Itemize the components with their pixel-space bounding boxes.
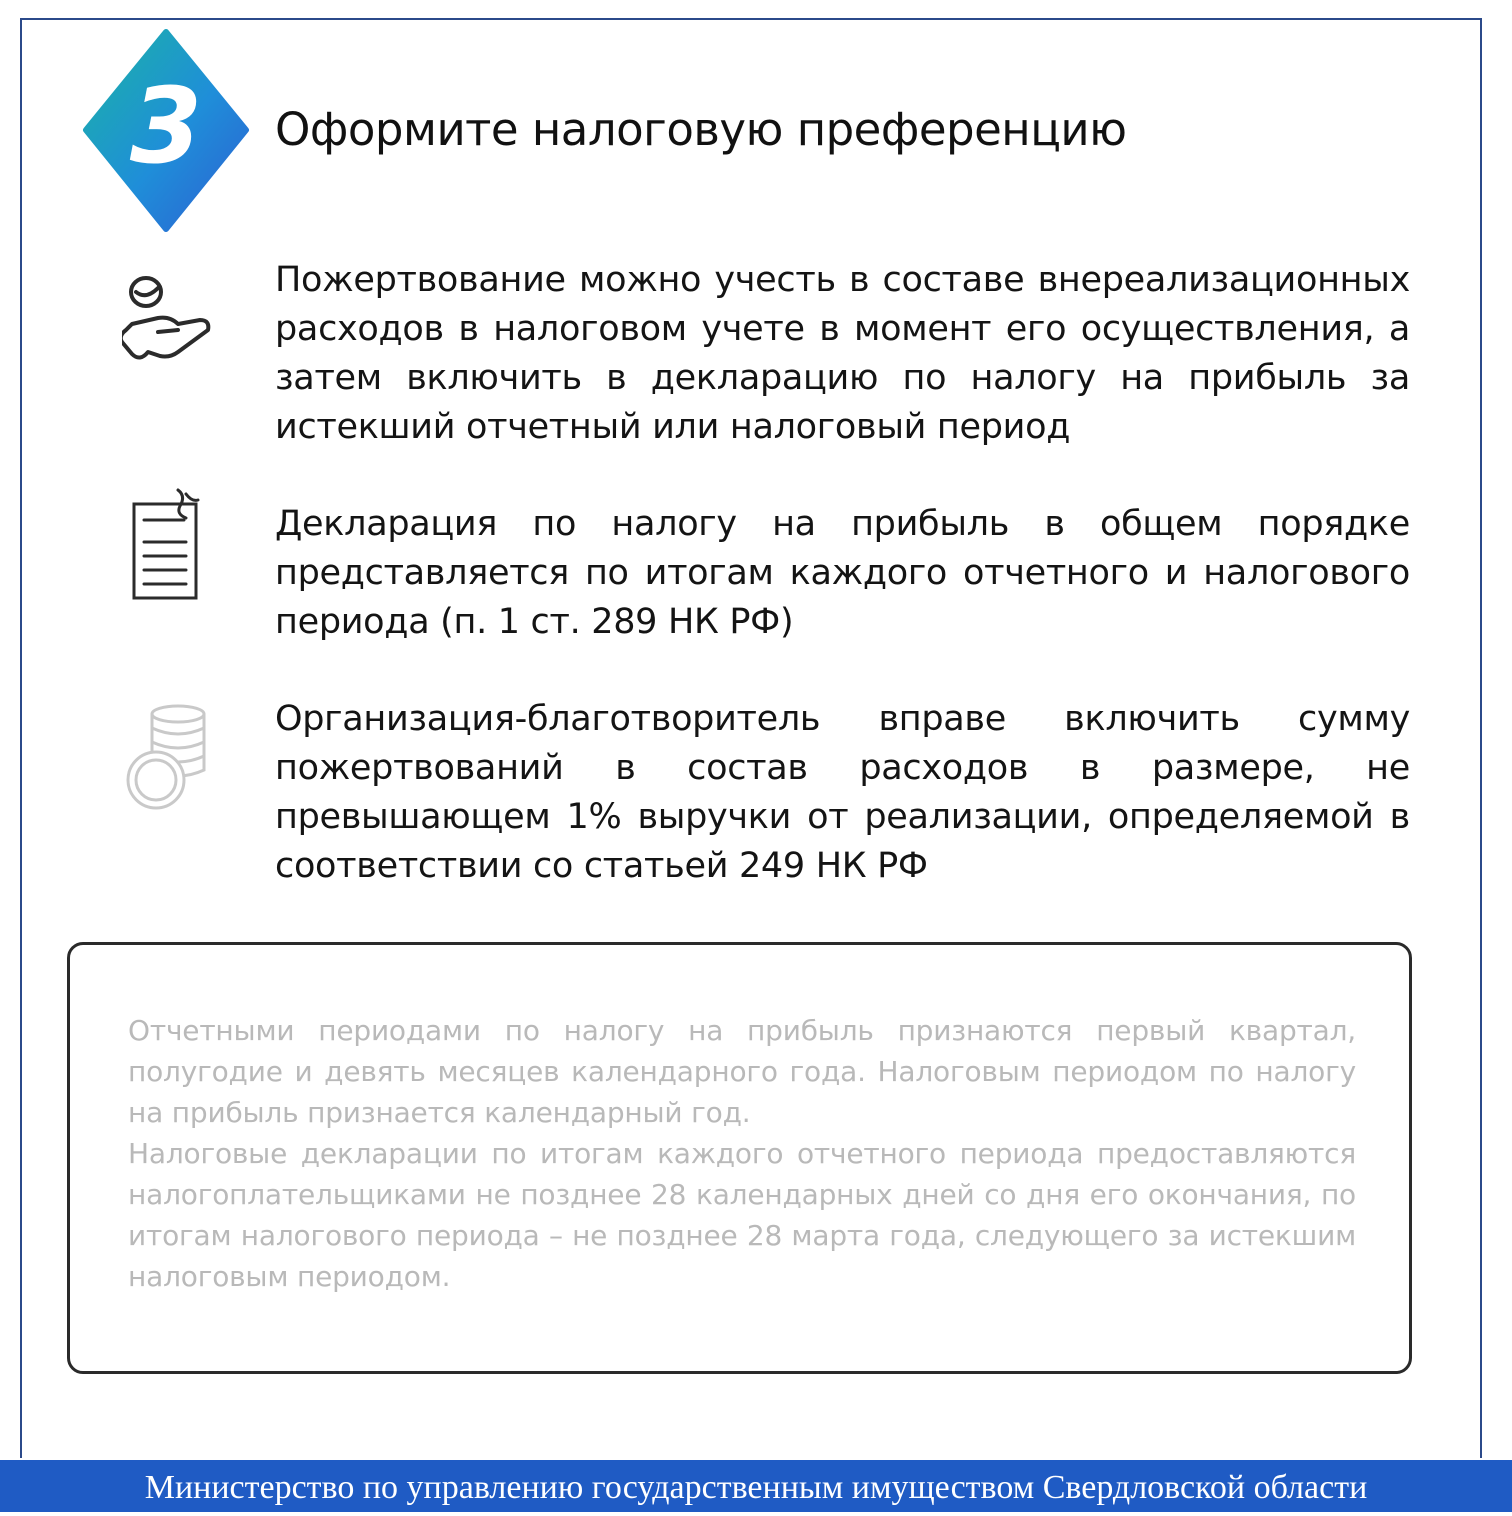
document-icon (128, 486, 206, 604)
step-number: 3 (129, 65, 203, 187)
footer-ministry-banner: Министерство по управлению государственным имуществом Свердловской области (0, 1460, 1512, 1512)
coins-stack-icon (122, 700, 212, 812)
item-text-deduction: Пожертвование можно учесть в составе внереализационных расходов в налоговом учете в момент его осуществления, а затем включить в декларацию по налогу на прибыль за истекший отчетный или налоговый период (275, 260, 1410, 447)
item-text-limit: Организация-благотворитель вправе включить сумму пожертвований в состав расходов в размере, не превышающем 1% выручки от реализации, определяемой в соответствии со статьей 249 НК РФ (275, 699, 1410, 886)
coin-hand-icon (122, 272, 214, 372)
note-declaration-deadlines: Налоговые декларации по итогам каждого отчетного периода предоставляются налогоплательщиками не позднее 28 календарных дней со дня его окончания, по итогам налогового периода – не позднее 28 марта года, следующего за истекшим налоговым периодом. (128, 1137, 1356, 1293)
item-text-declaration: Декларация по налогу на прибыль в общем порядке представляется по итогам каждого отчетного и налогового периода (п. 1 ст. 289 НК РФ) (275, 504, 1410, 642)
page-title: Оформите налоговую преференцию (275, 103, 1127, 156)
note-reporting-periods: Отчетными периодами по налогу на прибыль признаются первый квартал, полугодие и девять месяцев календарного года. Налоговым периодом по налогу на прибыль признается календарный год. (128, 1014, 1356, 1129)
